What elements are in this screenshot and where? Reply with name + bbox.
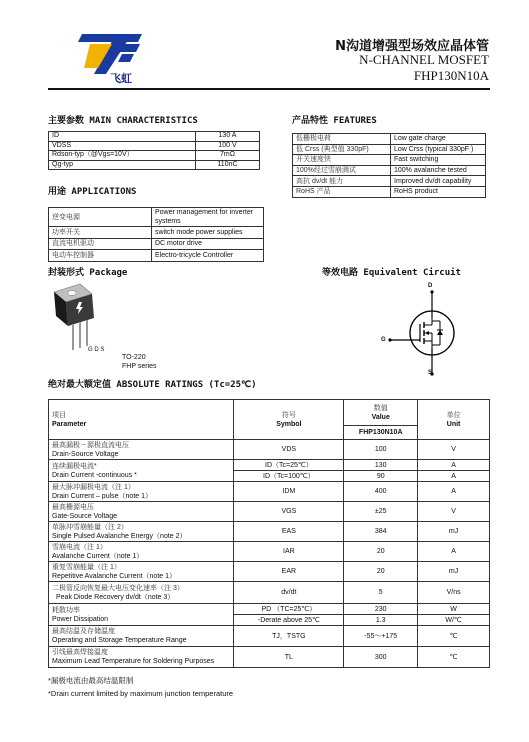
table-row: [49, 151, 260, 161]
param-cell: 引线最高焊接温度 Maximum Lead Temperature for Soldering Purposes: [49, 647, 234, 668]
param-cell: 最高漏极－源极直流电压 Drain-Source Voltage: [49, 440, 234, 460]
value-cell: 230: [344, 604, 418, 615]
value-cell: 130 A: [196, 132, 260, 142]
table-row: [49, 227, 264, 239]
table-row: [49, 542, 490, 562]
unit-cell: W/℃: [418, 615, 490, 626]
feature-en: Low Crss (typical 330pF ): [391, 144, 486, 155]
title-chinese: N沟道增强型场效应晶体管: [335, 39, 489, 54]
table-row: [49, 238, 264, 250]
value-cell: 7mΩ: [196, 151, 260, 161]
param-cell: 重复雪崩能量（注 1） Repetitive Avalanche Current（note 1）: [49, 562, 234, 582]
table-row: [49, 582, 490, 604]
feature-en: RoHS product: [391, 186, 486, 197]
table-header-row: [49, 400, 490, 426]
symbol-cell: IAR: [234, 542, 344, 562]
param-cell: 耗散功率 Power Dissipation: [49, 604, 234, 626]
application-cn: 直流电机驱动: [49, 238, 152, 250]
symbol-cell: PD （TC=25℃）: [234, 604, 344, 615]
header-divider: [48, 88, 490, 90]
unit-cell: W: [418, 604, 490, 615]
table-row: [49, 626, 490, 647]
logo-text: 飞虹: [110, 72, 132, 85]
param-cell: Rdson-typ（@Vgs=10V）: [49, 151, 196, 161]
value-cell: ±25: [344, 502, 418, 522]
header-part-number: FHP130N10A: [344, 426, 418, 440]
feature-cn: 低栅极电荷: [293, 134, 391, 145]
drain-label: D: [428, 283, 433, 289]
unit-cell: V: [418, 440, 490, 460]
feature-cn: 高抗 dv/dt 能力: [293, 176, 391, 187]
table-row: [293, 155, 486, 166]
unit-cell: mJ: [418, 562, 490, 582]
symbol-cell: VDS: [234, 440, 344, 460]
header-parameter: 项目 Parameter: [49, 400, 234, 440]
features-table: [292, 133, 486, 198]
unit-cell: A: [418, 482, 490, 502]
unit-cell: ℃: [418, 647, 490, 668]
table-row: [49, 132, 260, 142]
symbol-cell: ID（Tc=25℃）: [234, 460, 344, 471]
unit-cell: mJ: [418, 522, 490, 542]
source-label: S: [428, 370, 433, 376]
section-applications: 用途 APPLICATIONS: [48, 187, 137, 197]
application-en: switch mode power supplies: [152, 227, 264, 239]
symbol-cell: -Derate above 25℃: [234, 615, 344, 626]
section-package: 封装形式 Package: [48, 268, 128, 278]
application-en: Power management for inverter systems: [152, 208, 264, 227]
feature-en: Fast switching: [391, 155, 486, 166]
symbol-cell: IDM: [234, 482, 344, 502]
value-cell: 100 V: [196, 141, 260, 151]
symbol-cell: EAS: [234, 522, 344, 542]
symbol-cell: EAR: [234, 562, 344, 582]
table-row: [49, 647, 490, 668]
table-row: [49, 522, 490, 542]
unit-cell: ℃: [418, 626, 490, 647]
param-cell: VDSS: [49, 141, 196, 151]
feature-cn: 100%经过雪崩测试: [293, 165, 391, 176]
param-cell: 雪崩电流（注 1） Avalanche Current（note 1）: [49, 542, 234, 562]
to220-package-icon: [46, 280, 116, 360]
unit-cell: V/ns: [418, 582, 490, 604]
absolute-ratings-table: [48, 399, 490, 668]
value-cell: 5: [344, 582, 418, 604]
main-characteristics-table: [48, 131, 260, 170]
application-en: Electro-tricycle Controller: [152, 250, 264, 262]
table-row: [49, 502, 490, 522]
feature-en: Low gate charge: [391, 134, 486, 145]
package-pins: G D S: [88, 347, 105, 353]
table-row: [49, 160, 260, 170]
param-cell: 最大脉冲漏极电流（注 1） Drain Current – pulse（note 1）: [49, 482, 234, 502]
value-cell: 100: [344, 440, 418, 460]
unit-cell: V: [418, 502, 490, 522]
value-cell: 300: [344, 647, 418, 668]
feature-en: Improved dv/dt capability: [391, 176, 486, 187]
table-row: [293, 165, 486, 176]
feature-cn: RoHS 产品: [293, 186, 391, 197]
feature-cn: 开关速度快: [293, 155, 391, 166]
part-number: FHP130N10A: [413, 68, 489, 83]
mosfet-symbol-icon: [380, 288, 470, 378]
symbol-cell: dv/dt: [234, 582, 344, 604]
footnote-en: *Drain current limited by maximum junction temperature: [48, 689, 234, 698]
section-absolute-ratings: 绝对最大额定值 ABSOLUTE RATINGS (Tc=25℃): [48, 380, 257, 390]
symbol-cell: ID（Tc=100℃）: [234, 471, 344, 482]
footnote-cn: *漏极电流由最高结温限制: [48, 676, 134, 685]
value-cell: 20: [344, 542, 418, 562]
table-row: [49, 604, 490, 615]
table-row: [49, 440, 490, 460]
applications-table: [48, 207, 264, 262]
package-series: FHP series: [122, 363, 157, 370]
param-cell: Qg-typ: [49, 160, 196, 170]
unit-cell: A: [418, 542, 490, 562]
table-row: [49, 141, 260, 151]
value-cell: 400: [344, 482, 418, 502]
value-cell: -55～+175: [344, 626, 418, 647]
value-cell: 384: [344, 522, 418, 542]
param-cell: ID: [49, 132, 196, 142]
value-cell: 1.3: [344, 615, 418, 626]
param-cell: 最高栅源电压 Gate-Source Voltage: [49, 502, 234, 522]
header-value: 数值 Value: [344, 400, 418, 426]
unit-cell: A: [418, 460, 490, 471]
title-english: N-CHANNEL MOSFET: [359, 52, 489, 67]
param-cell: 二极管反向恢复最大电压变化速率（注 3） Peak Diode Recovery dv/dt（note 3）: [49, 582, 234, 604]
value-cell: 90: [344, 471, 418, 482]
table-row: [49, 482, 490, 502]
section-main-characteristics: 主要参数 MAIN CHARACTERISTICS: [48, 116, 198, 126]
header-unit: 单位 Unit: [418, 400, 490, 440]
param-cell: 单脉冲雪崩能量（注 2） Single Pulsed Avalanche Energy（note 2）: [49, 522, 234, 542]
application-cn: 功率开关: [49, 227, 152, 239]
package-name: TO-220: [122, 354, 146, 361]
table-row: [49, 208, 264, 227]
feature-en: 100% avalanche tested: [391, 165, 486, 176]
symbol-cell: VGS: [234, 502, 344, 522]
gate-label: G: [381, 337, 386, 343]
param-cell: 最高结温及存储温度 Operating and Storage Temperature Range: [49, 626, 234, 647]
table-row: [293, 186, 486, 197]
feature-cn: 低 Crss (典型值 330pF): [293, 144, 391, 155]
table-row: [49, 460, 490, 471]
unit-cell: A: [418, 471, 490, 482]
table-row: [293, 144, 486, 155]
section-equivalent-circuit: 等效电路 Equivalent Circuit: [322, 268, 461, 278]
table-row: [293, 176, 486, 187]
application-en: DC motor drive: [152, 238, 264, 250]
section-features: 产品特性 FEATURES: [292, 116, 377, 126]
value-cell: 130: [344, 460, 418, 471]
table-row: [49, 562, 490, 582]
symbol-cell: TJ，TSTG: [234, 626, 344, 647]
header-symbol: 符号 Symbol: [234, 400, 344, 440]
param-cell: 连续漏极电流* Drain Current -continuous *: [49, 460, 234, 482]
value-cell: 20: [344, 562, 418, 582]
application-cn: 逆变电源: [49, 208, 152, 227]
table-row: [49, 250, 264, 262]
application-cn: 电动车控制器: [49, 250, 152, 262]
value-cell: 110nC: [196, 160, 260, 170]
table-row: [293, 134, 486, 145]
symbol-cell: TL: [234, 647, 344, 668]
